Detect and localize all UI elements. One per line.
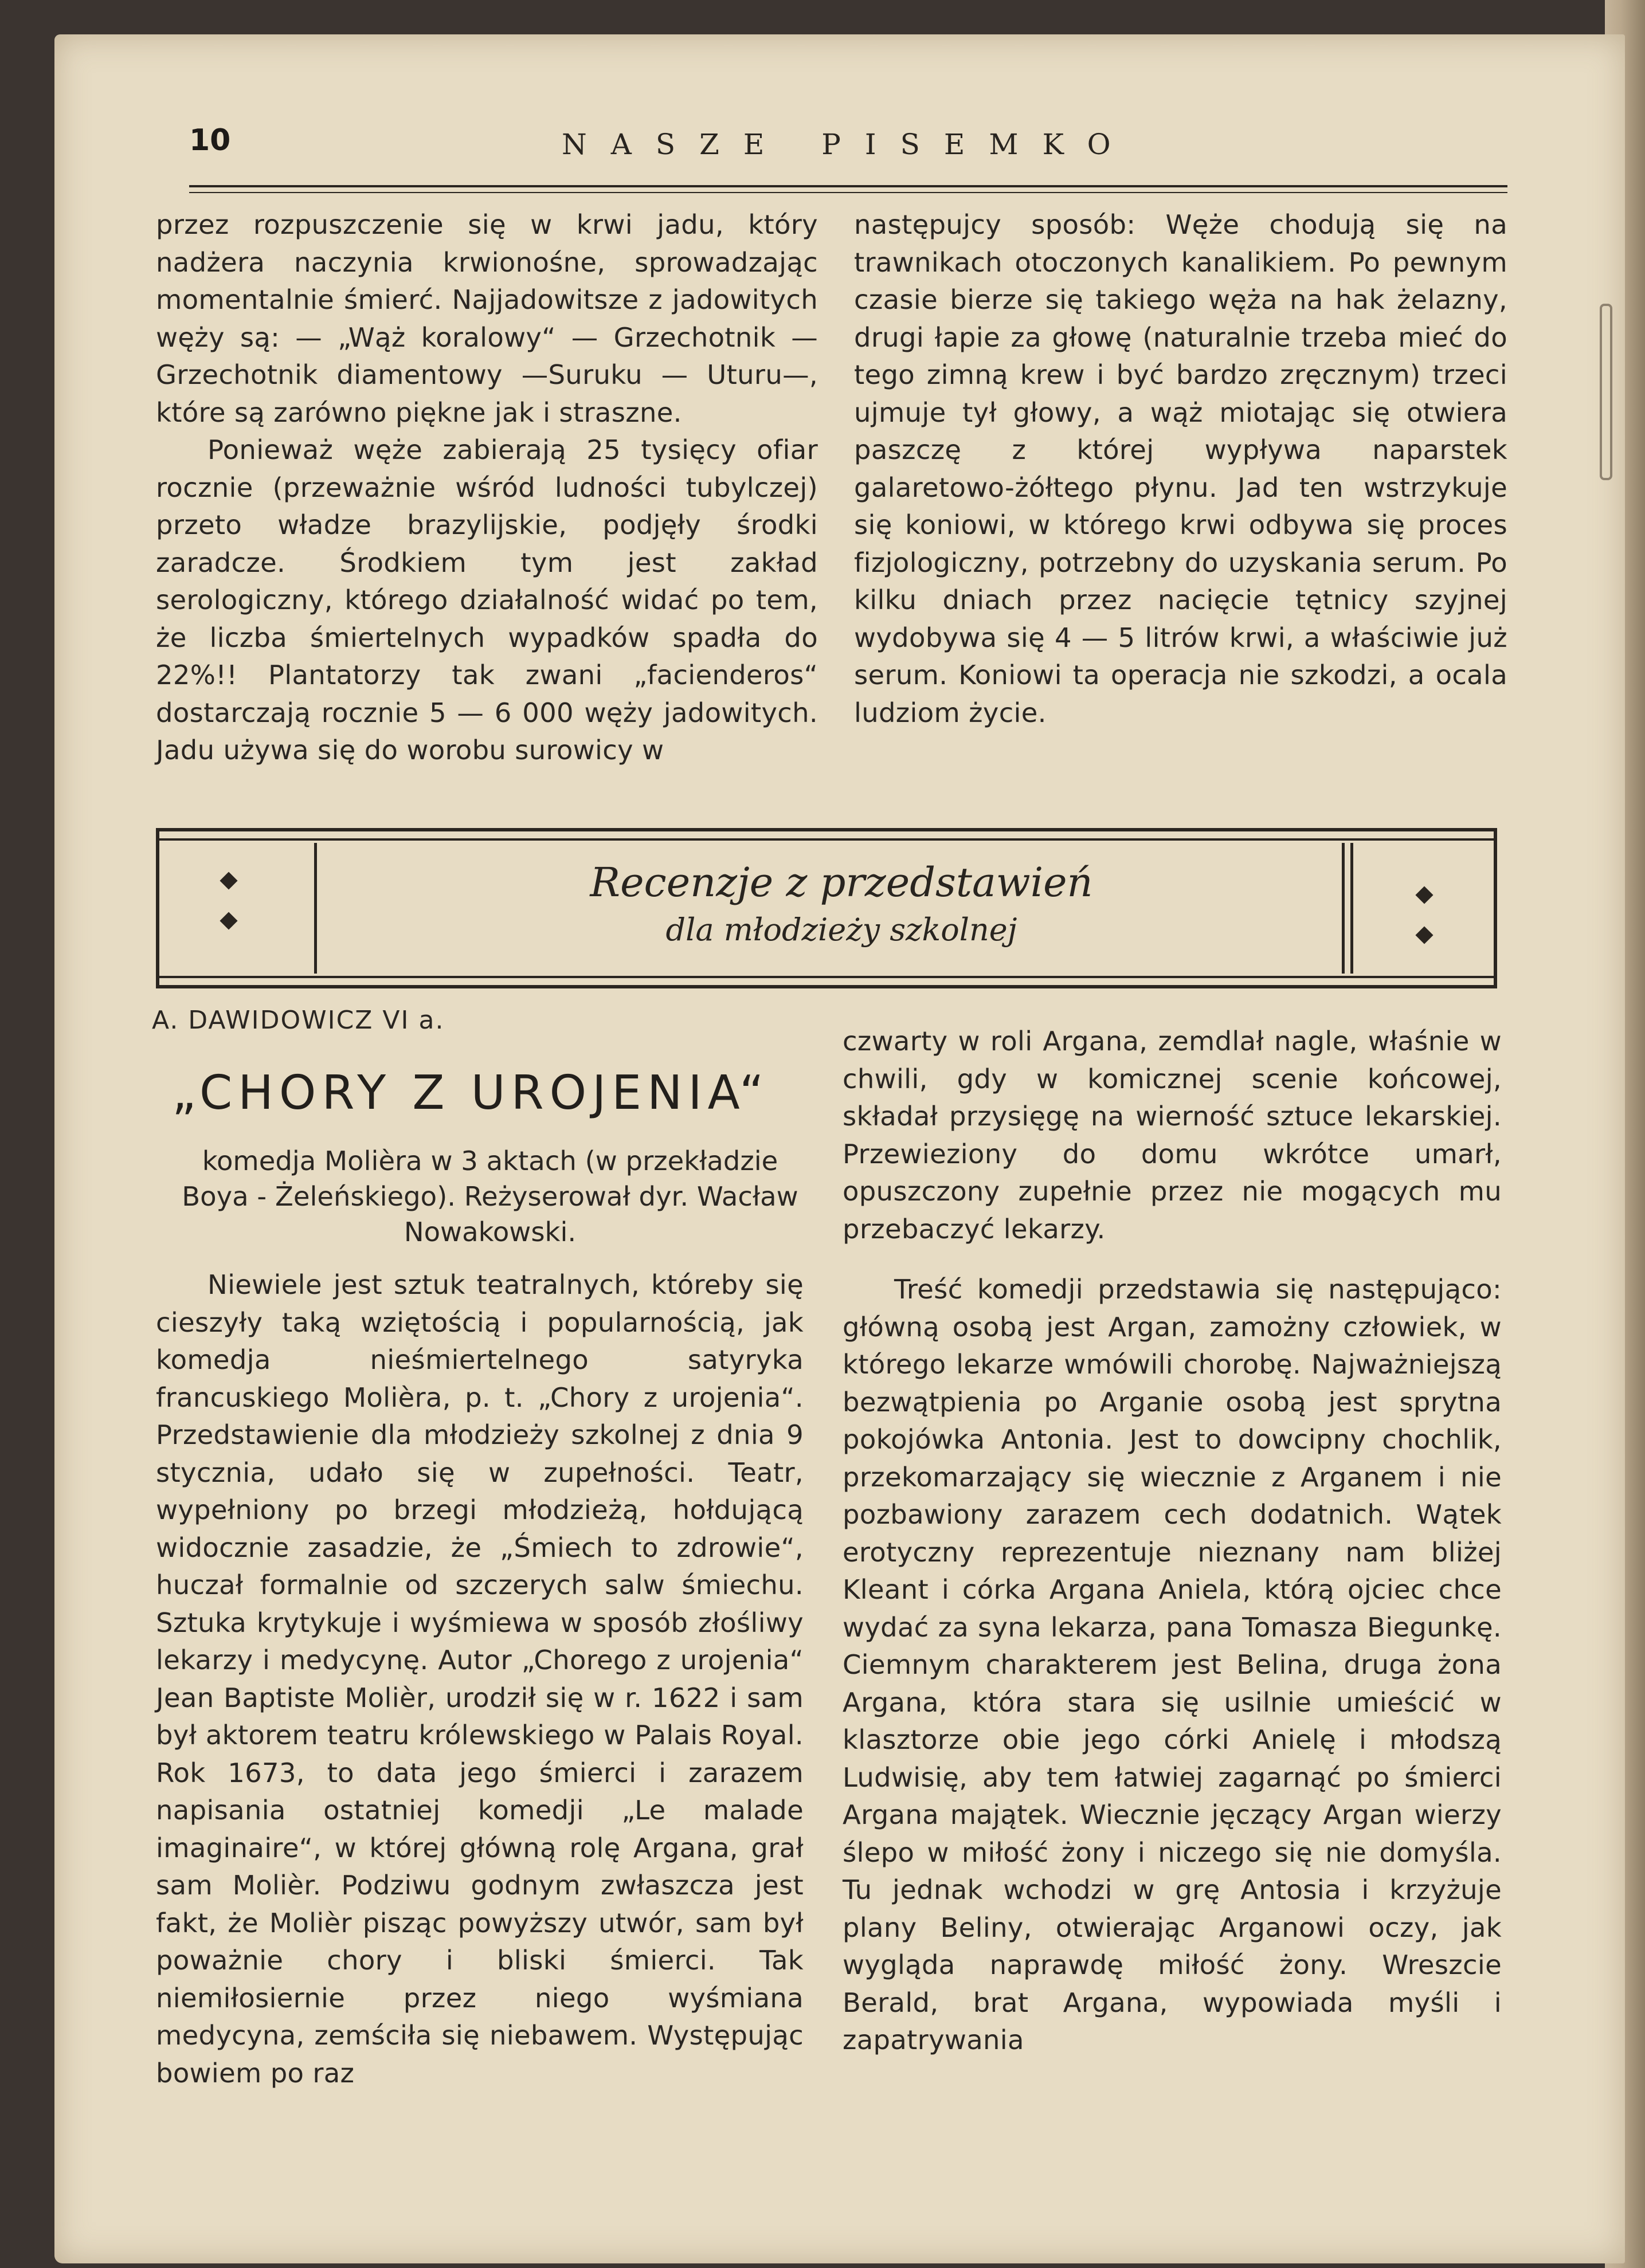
snake-article-left-column [156,206,818,770]
running-title: NASZE PISEMKO [562,128,1135,161]
review-subtitle: komedja Molièra w 3 aktach (w przekładzie Boya - Żeleńskiego). Reżyserował dyr. Wacław Nowakowski. [182,1145,798,1247]
page-number: 10 [189,123,231,158]
diamond-ornament-icon [220,912,237,929]
paragraph: czwarty w roli Argana, zemdlał nagle, właśnie w chwili, gdy w komicznej scenie końcowej, składał przysięgę na wierność sztuce lekarskiej. Przewieziony do domu wkrótce umarł, opuszczony zupełnie przez nie mogących mu przebaczyć lekarzy. [843,1026,1502,1245]
frame-inner-rule [159,838,1494,841]
staple-mark [1600,304,1612,480]
paragraph: Treść komedji przedstawia się następująco: główną osobą jest Argan, zamożny człowiek, w którego lekarze wmówili chorobę. Najważniejszą bezwątpienia po Arganie osobą jest sprytna pokojówka Antonia. Jest to dowcipny chochlik, przekomarzający się wiecznie z Arganem i nie pozbawiony zarazem cech dodatnich. Wątek erotyczny reprezentuje nieznany nam bliżej Kleant i córka Argana Aniela, którą ojciec chce wydać za syna lekarza, pana Tomasza Biegunkę. Ciemnym charakterem jest Belina, druga żona Argana, która stara się usilnie umieścić w klasztorze obie jego córki Anielę i młodszą Ludwisię, aby tem łatwiej zagarnąć po śmierci Argana majątek. Wiecznie jęczący Argan wierzy ślepo w miłość żony i niczego się nie domyśla. Tu jednak wchodzi w grę Antosia i krzyżuje plany Beliny, otwierając Arganowi oczy, jak wygląda naprawdę miłość żony. Wreszcie Berald, brat Argana, wypowiada myśli i zapatrywania [843,1274,1502,2055]
paragraph: następujcy sposób: Węże chodują się na trawnikach otoczonych kanalikiem. Po pewnym czasie bierze się takiego węża na hak żelazny, drugi łapie za głowę (naturalnie trzeba mieć do tego zimną krew i być bardzo zręcznym) trzeci ujmuje tył głowy, a wąż miotając się otwiera paszczę z której wypływa naparstek galaretowo-żółtego płynu. Jad ten wstrzykuje się koniowi, w którego krwi odbywa się proces fizjologiczny, potrzebny do uzyskania serum. Po kilku dniach przez nacięcie tętnicy szyjnej wydobywa się 4 — 5 litrów krwi, a właściwie już serum. Koniowi ta operacja nie szkodzi, a ocala ludziom życie. [854,209,1507,728]
frame-divider [314,843,317,974]
section-header-frame [156,828,1497,988]
review-title: „CHORY Z UROJENIA“ [172,1066,770,1120]
diamond-ornament-icon [1415,886,1433,904]
diamond-ornament-icon [220,872,237,889]
page-header [189,123,1507,192]
section-title: Recenzje z przedstawień [590,859,1093,906]
snake-article-right-column [854,206,1507,732]
paragraph: Ponieważ węże zabierają 25 tysięcy ofiar rocznie (przeważnie wśród ludności tubylczej) przeto władze brazylijskie, podjęły środki zaradcze. Środkiem tym jest zakład serologiczny, którego działalność widać po tem, że liczba śmiertelnych wypadków spadła do 22%!! Plantatorzy tak zwani „facienderos“ dostarczają rocznie 5 — 6 000 węży jadowitych. Jadu używa się do worobu surowicy w [156,434,818,766]
header-rule-top [189,185,1507,187]
header-rule-bottom [189,192,1507,193]
paragraph: Niewiele jest sztuk teatralnych, któreby się cieszyły taką wziętością i popularnością, jak komedja nieśmiertelnego satyryka francuskiego Molièra, p. t. „Chory z urojenia“. Przedstawienie dla młodzieży szkolnej z dnia 9 stycznia, udało się w zupełności. Teatr, wypełniony po brzegi młodzieżą, hołdującą widocznie zasadzie, że „Śmiech to zdrowie“, huczał formalnie od szczerych salw śmiechu. Sztuka krytykuje i wyśmiewa w sposób złośliwy lekarzy i medycynę. Autor „Chorego z urojenia“ Jean Baptiste Molièr, urodził się w r. 1622 i sam był aktorem teatru królewskiego w Palais Royal. Rok 1673, to data jego śmierci i zarazem napisania ostatniej komedji „Le malade imaginaire“, w której główną rolę Argana, grał sam Molièr. Podziwu godnym zwłaszcza jest fakt, że Molièr pisząc powyższy utwór, sam był poważnie chory i bliski śmierci. Tak niemiłosiernie przez niego wyśmiana medycyna, zemściła się niebawem. Występując bowiem po raz [156,1269,804,2089]
review-left-column [156,1266,804,2092]
review-right-column [843,1023,1502,2059]
frame-inner-rule [159,976,1494,978]
diamond-ornament-icon [1415,926,1433,944]
review-byline: A. DAWIDOWICZ VI a. [152,1006,445,1035]
paragraph: przez rozpuszczenie się w krwi jadu, który nadżera naczynia krwionośne, sprowadzając momentalnie śmierć. Najjadowitsze z jadowitych węży są: — „Wąż koralowy“ — Grzechotnik — Grzechotnik diamentowy —Suruku — Uturu—, które są zarówno piękne jak i straszne. [156,209,818,428]
section-subtitle: dla młodzieży szkolnej [665,912,1017,948]
